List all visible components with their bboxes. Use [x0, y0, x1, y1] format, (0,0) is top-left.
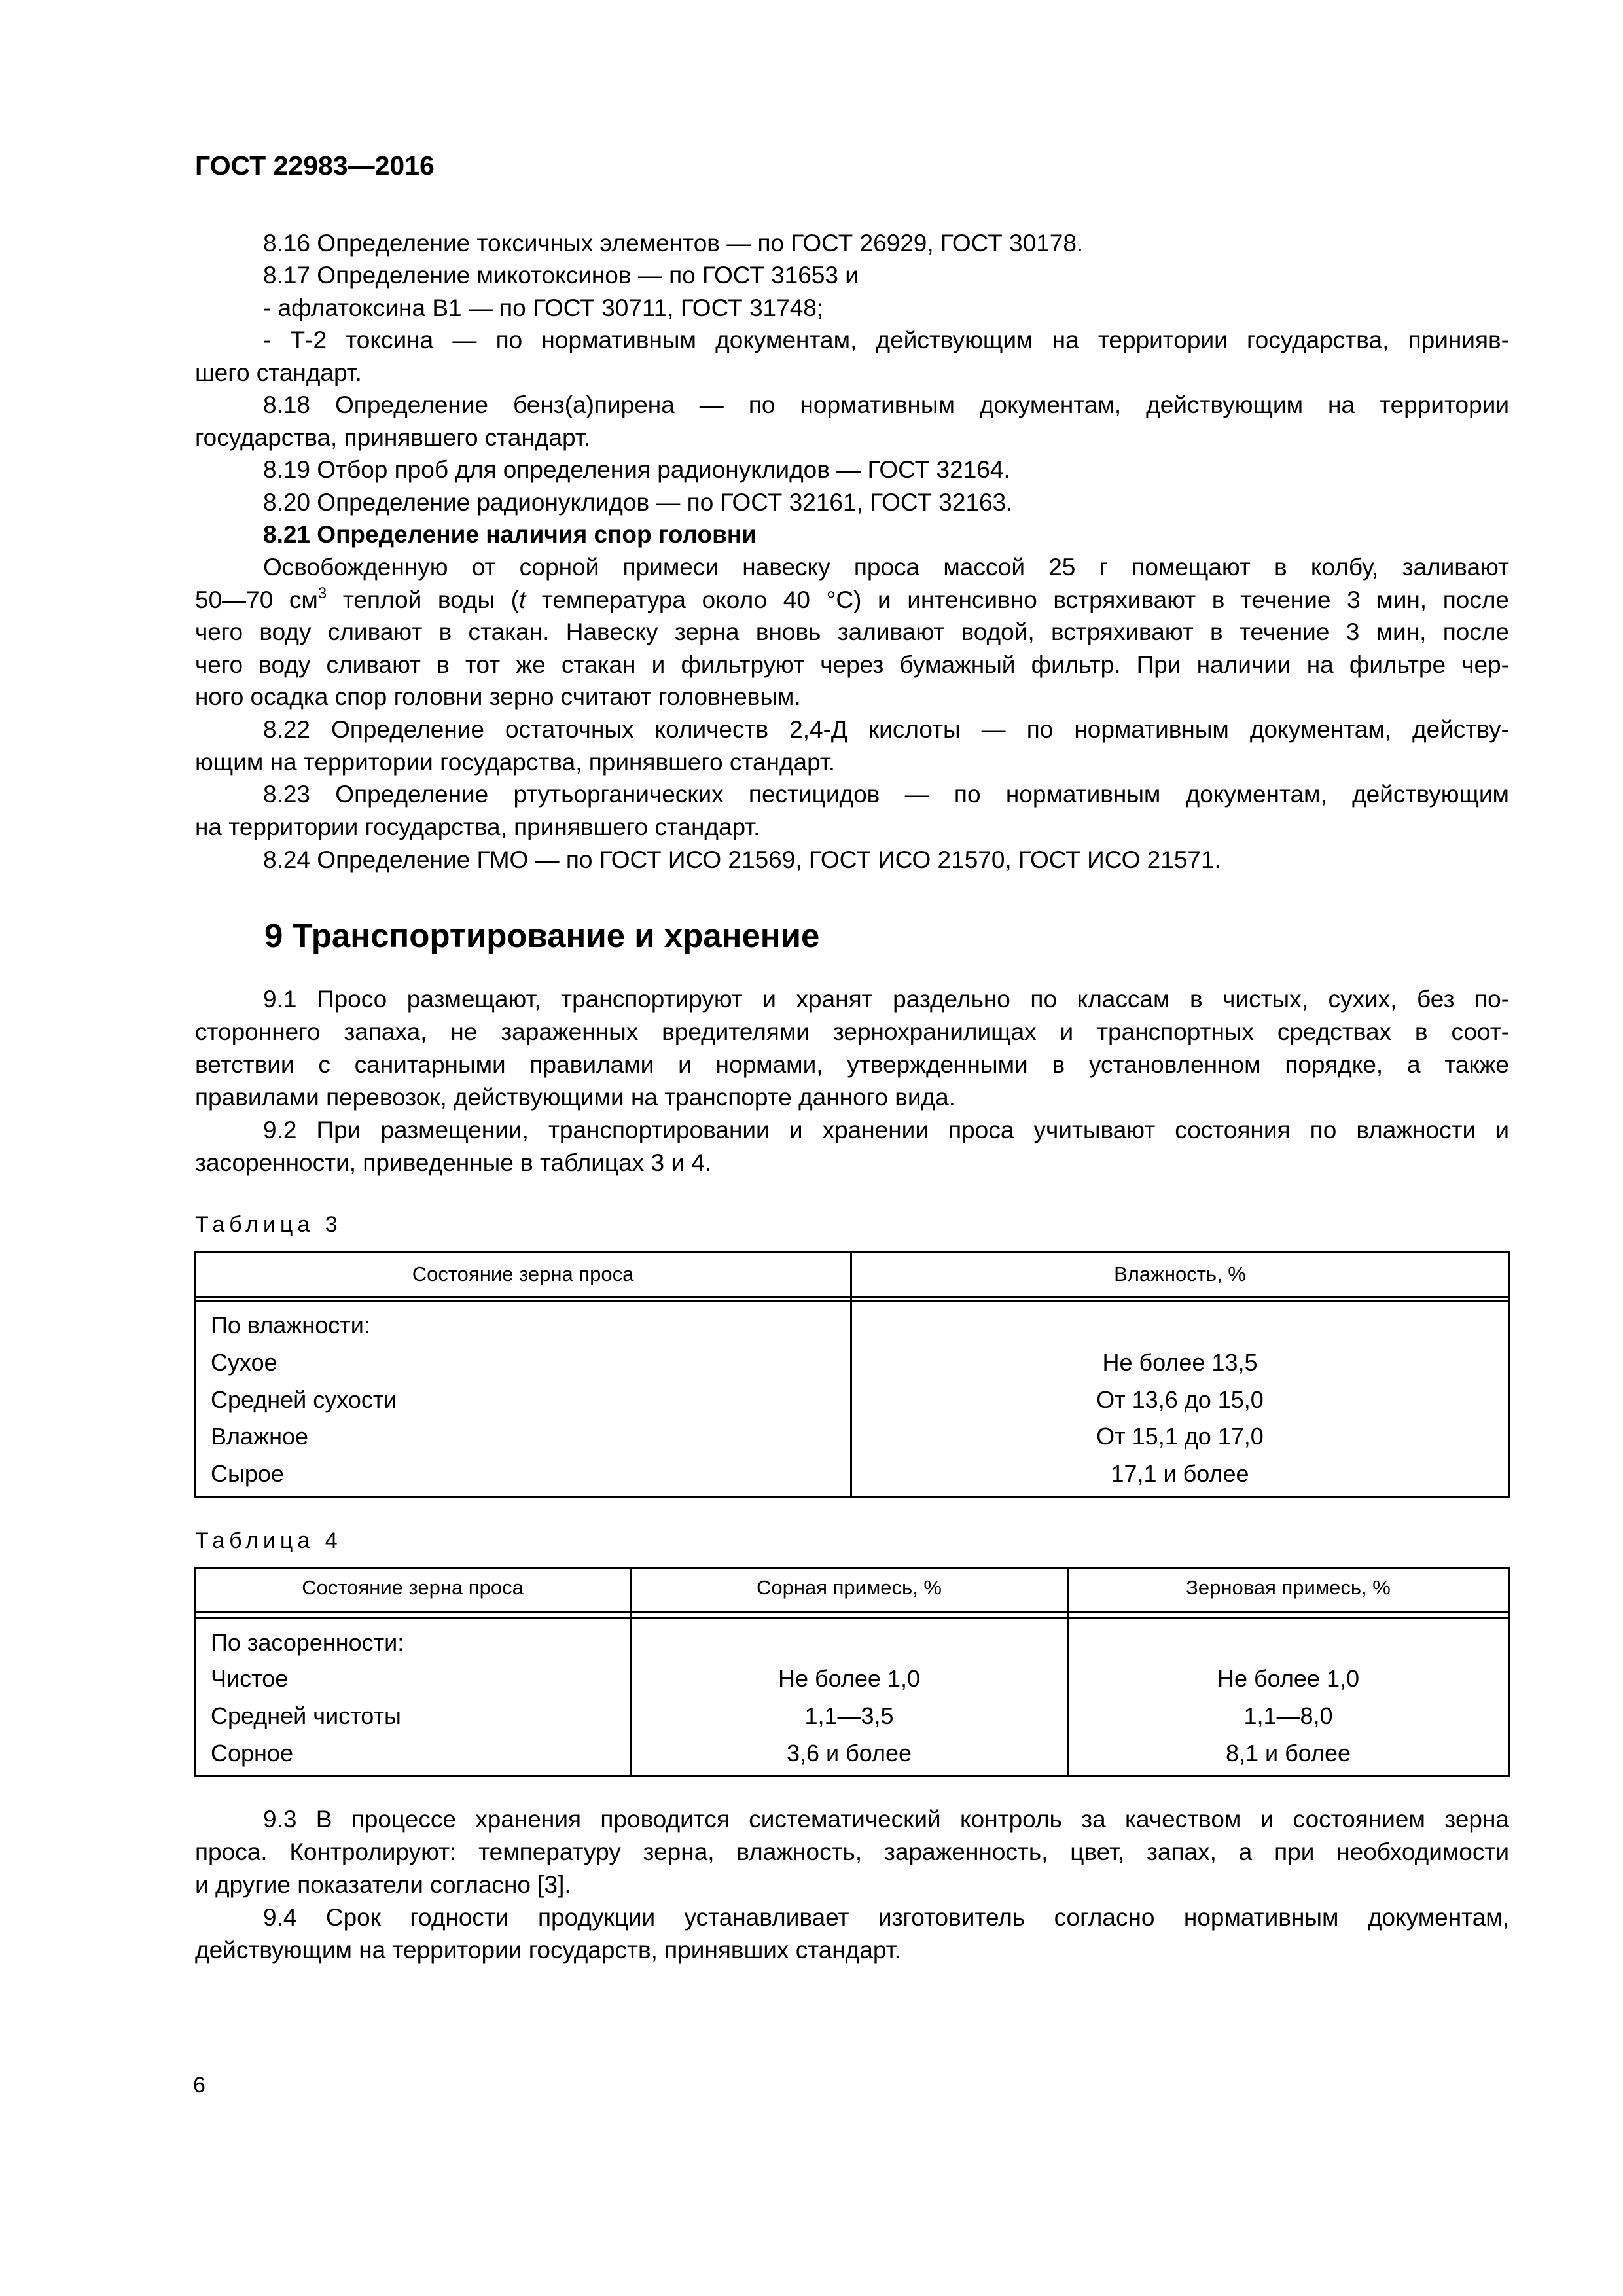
table-4-caption: Таблица 4 — [195, 1528, 342, 1553]
table-cell: По влажности: — [211, 1312, 370, 1338]
text-line: ющим на территории государства, принявшего стандарт. — [195, 749, 836, 776]
text-line: шего стандарт. — [195, 359, 362, 386]
text-line: 8.23 Определение ртутьорганических пестицидов — по нормативным документам, действующим — [263, 781, 1509, 808]
table-cell: Средней сухости — [211, 1386, 397, 1413]
table-4-header-divider-1 — [194, 1611, 1510, 1613]
table-cell: По засоренности: — [211, 1629, 404, 1656]
text-fragment: температура около 40 °С) и интенсивно встряхивают в течение 3 мин, после — [526, 586, 1509, 613]
table-4-header-state: Состояние зерна проса — [302, 1576, 524, 1599]
text-line: 9.3 В процессе хранения проводится систематический контроль за качеством и состоянием зерна — [263, 1806, 1509, 1833]
text-line: действующим на территории государств, принявших стандарт. — [195, 1937, 901, 1964]
table-cell: Сорное — [211, 1740, 293, 1767]
text-line: - Т-2 токсина — по нормативным документам, действующим на территории государства, принияв- — [263, 327, 1509, 353]
page-number: 6 — [193, 2073, 205, 2098]
text-line: чего воду сливают в стакан. Навеску зерна вновь заливают водой, встряхивают в течение 3 мин, после — [195, 619, 1509, 645]
table-cell: 3,6 и более — [786, 1740, 912, 1767]
text-line: 8.18 Определение бенз(а)пирена — по нормативным документам, действующим на территории — [263, 391, 1509, 418]
text-line: - афлатоксина В1 — по ГОСТ 30711, ГОСТ 31748; — [263, 295, 824, 321]
superscript: 3 — [317, 584, 327, 602]
table-4-header-grain-impurity: Зерновая примесь, % — [1186, 1576, 1391, 1599]
table-4-header-divider-2 — [194, 1617, 1510, 1619]
table-4-header-weed-impurity: Сорная примесь, % — [757, 1576, 942, 1599]
table-cell: Сырое — [211, 1460, 284, 1487]
table-cell: Не более 1,0 — [778, 1665, 920, 1692]
table-cell: Не более 1,0 — [1217, 1665, 1359, 1692]
text-line — [195, 584, 1509, 616]
text-line: 8.20 Определение радионуклидов — по ГОСТ 32161, ГОСТ 32163. — [263, 489, 1013, 516]
table-cell: 8,1 и более — [1225, 1740, 1351, 1767]
table-cell: 1,1—3,5 — [804, 1702, 894, 1729]
text-fragment: теплой воды ( — [327, 586, 519, 613]
table-cell: 1,1—8,0 — [1243, 1702, 1333, 1729]
italic-variable: t — [519, 586, 526, 613]
text-line: 9.2 При размещении, транспортировании и хранении проса учитывают состояния по влажности и — [263, 1117, 1509, 1143]
text-line: ного осадка спор головни зерно считают головневым. — [195, 683, 801, 710]
text-line: засоренности, приведенные в таблицах 3 и 4. — [195, 1149, 712, 1176]
table-cell: Влажное — [211, 1423, 309, 1450]
text-line: проса. Контролируют: температуру зерна, влажность, зараженность, цвет, запах, а при необходимости — [195, 1839, 1509, 1865]
text-line: 8.16 Определение токсичных элементов — по ГОСТ 26929, ГОСТ 30178. — [263, 230, 1084, 257]
text-fragment: 50—70 см — [195, 586, 318, 613]
document-header-id: ГОСТ 22983—2016 — [195, 151, 435, 181]
table-3-caption: Таблица 3 — [195, 1212, 342, 1237]
text-line: правилами перевозок, действующими на транспорте данного вида. — [195, 1084, 955, 1111]
table-cell: Не более 13,5 — [1102, 1349, 1258, 1376]
table-cell: Чистое — [211, 1665, 289, 1692]
table-cell: От 15,1 до 17,0 — [1096, 1423, 1264, 1450]
table-cell: Сухое — [211, 1349, 277, 1376]
text-line: и другие показатели согласно [3]. — [195, 1871, 571, 1898]
table-cell: Средней чистоты — [211, 1702, 401, 1729]
table-3-header-moisture: Влажность, % — [1114, 1263, 1246, 1285]
text-line: ветствии с санитарными правилами и нормами, утвержденными в установленном порядке, а также — [195, 1051, 1509, 1078]
text-line: 8.24 Определение ГМО — по ГОСТ ИСО 21569, ГОСТ ИСО 21570, ГОСТ ИСО 21571. — [263, 846, 1221, 873]
section-9-heading: 9 Транспортирование и хранение — [264, 917, 820, 954]
table-cell: От 13,6 до 15,0 — [1096, 1386, 1264, 1413]
text-line: 8.17 Определение микотоксинов — по ГОСТ 31653 и — [263, 262, 859, 289]
table-cell: 17,1 и более — [1111, 1460, 1249, 1487]
text-line: на территории государства, принявшего стандарт. — [195, 814, 760, 840]
text-line: стороннего запаха, не зараженных вредителями зернохранилищах и транспортных средствах в соот- — [195, 1018, 1509, 1045]
text-line: государства, принявшего стандарт. — [195, 424, 590, 451]
text-line: 9.1 Просо размещают, транспортируют и хранят раздельно по классам в чистых, сухих, без по- — [263, 986, 1509, 1013]
table-3-header-state: Состояние зерна проса — [412, 1263, 634, 1285]
text-line: чего воду сливают в тот же стакан и фильтруют через бумажный фильтр. При наличии на фильтре чер- — [195, 651, 1509, 678]
text-line: 8.22 Определение остаточных количеств 2,4-Д кислоты — по нормативным документам, действу- — [263, 716, 1509, 743]
text-line: 9.4 Срок годности продукции устанавливает изготовитель согласно нормативным документам, — [263, 1904, 1509, 1931]
text-line: Освобожденную от сорной примеси навеску проса массой 25 г помещают в колбу, заливают — [263, 554, 1509, 581]
text-line: 8.21 Определение наличия спор головни — [263, 521, 757, 548]
text-line: 8.19 Отбор проб для определения радионуклидов — ГОСТ 32164. — [263, 456, 1010, 483]
